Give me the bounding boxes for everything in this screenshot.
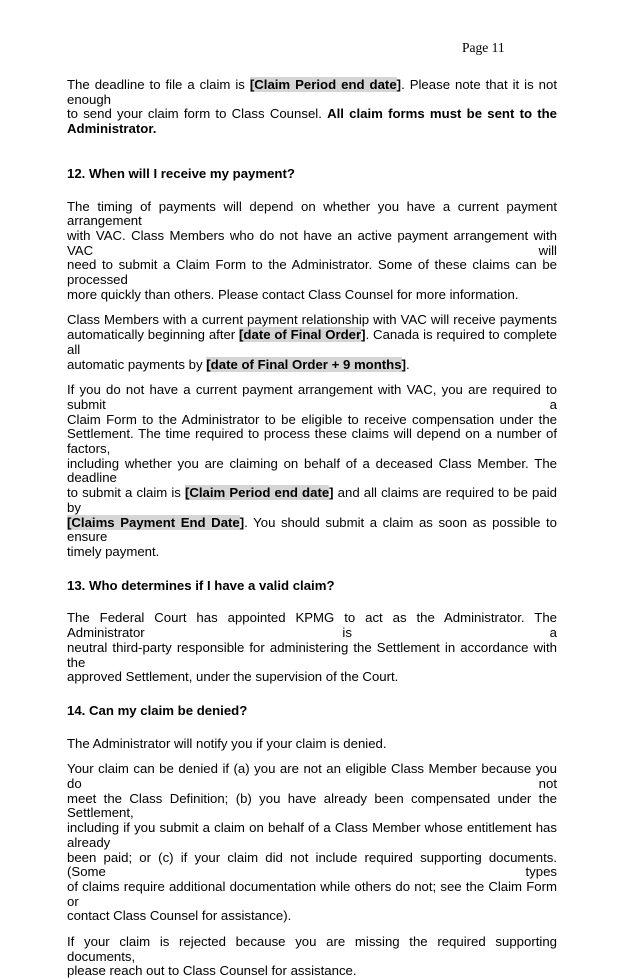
page-number: Page 11 [462, 40, 505, 55]
text-line [67, 851, 557, 880]
text-line [67, 107, 557, 122]
text-segment: The Administrator will notify you if your claim is denied. [67, 735, 387, 751]
text-segment: been paid; or (c) if your claim did not include required supporting documents. (Some types [67, 849, 557, 880]
text-segment: . [405, 356, 410, 372]
text-segment: Settlement. The time required to process these claims will depend on a number of factors, [67, 426, 557, 457]
text-segment: with VAC. Class Members who do not have an active payment arrangement with VAC will [67, 227, 557, 258]
text-segment: more quickly than others. Please contact Class Counsel for more information. [67, 286, 519, 302]
text-segment: including if you submit a claim on behalf of a Class Member whose entitlement has already [67, 820, 557, 850]
text-segment: . You should submit a claim as soon as possible to ensure [67, 514, 558, 545]
text-segment: need to submit a Claim Form to the Administrator. Some of these claims can be processed [67, 257, 557, 288]
text-segment: ] [239, 514, 245, 530]
paragraph-administrator-kpmg [67, 611, 557, 685]
highlighted-placeholder: [Claim Period end date [184, 485, 330, 501]
text-segment: contact Class Counsel for assistance). [67, 908, 292, 924]
text-segment: to send your claim form to Class Counsel. [67, 106, 328, 122]
document-body [67, 78, 557, 979]
text-line [67, 909, 557, 924]
text-line [67, 737, 557, 752]
text-line [67, 792, 557, 821]
text-segment: Class Members with a current payment relationship with VAC will receive payments [67, 312, 557, 328]
text-line [67, 641, 557, 670]
text-segment: of claims require additional documentation while others do not; see the Claim Form or [67, 878, 557, 909]
text-segment: approved Settlement, under the supervision of the Court. [67, 669, 399, 685]
text-segment: . Canada is required to complete all [67, 327, 557, 357]
text-segment: ] [361, 327, 366, 343]
paragraph-automatic-payments [67, 313, 557, 372]
text-segment: Claim Form to the Administrator to be eligible to receive compensation under the [67, 411, 557, 427]
text-segment: ] [329, 485, 334, 501]
text-segment: The deadline to file a claim is [67, 77, 250, 92]
heading-question-12 [67, 167, 557, 182]
heading-text: 12. When will I receive my payment? [67, 165, 295, 181]
heading-question-13 [67, 579, 557, 594]
text-line [67, 486, 557, 515]
paragraph-rejected-claim [67, 935, 557, 979]
text-segment: meet the Class Definition; (b) you have already been compensated under the Settlement, [67, 790, 557, 821]
text-segment: If you do not have a current payment arrangement with VAC, you are required to submit a [67, 382, 557, 412]
text-line [67, 229, 557, 258]
text-segment: automatic payments by [67, 356, 207, 372]
text-segment: ] [401, 356, 406, 372]
text-segment: Your claim can be denied if (a) you are not an eligible Class Member because you do not [67, 761, 557, 792]
text-line [67, 516, 557, 545]
text-segment: If your claim is rejected because you are missing the required supporting documents, [67, 934, 557, 964]
text-line [67, 200, 557, 229]
text-segment: The timing of payments will depend on whether you have a current payment arrangement [67, 198, 557, 229]
text-segment: ] [396, 77, 402, 92]
text-line [67, 313, 557, 328]
paragraph-denial-notification [67, 737, 557, 752]
text-line [67, 358, 557, 373]
text-segment: to submit a claim is [67, 485, 185, 501]
highlighted-placeholder: [Claims Payment End Date [67, 514, 240, 530]
text-line [67, 762, 557, 791]
text-line [67, 328, 557, 357]
text-segment: All claim forms must be sent to the [327, 106, 558, 122]
text-segment: The Federal Court has appointed KPMG to act as the Administrator. The Administrator is a [67, 610, 557, 641]
paragraph-claim-deadline [67, 78, 557, 137]
text-line [67, 670, 557, 685]
paragraph-payment-timing [67, 200, 557, 303]
text-line [67, 821, 557, 850]
text-line [67, 78, 557, 107]
text-line [67, 611, 557, 640]
text-line [67, 880, 557, 909]
text-segment: Administrator. [67, 121, 157, 137]
highlighted-placeholder: [date of Final Order + 9 months [206, 356, 402, 372]
text-segment: neutral third-party responsible for administering the Settlement in accordance with the [67, 639, 557, 670]
text-line [67, 258, 557, 287]
text-segment: including whether you are claiming on behalf of a deceased Class Member. The deadline [67, 455, 557, 486]
heading-text: 13. Who determines if I have a valid claim? [67, 577, 335, 593]
text-line [67, 545, 557, 560]
heading-text: 14. Can my claim be denied? [67, 702, 248, 718]
text-line [67, 122, 557, 137]
paragraph-denial-reasons [67, 762, 557, 924]
text-line [67, 413, 557, 428]
text-line [67, 288, 557, 303]
heading-question-14 [67, 704, 557, 719]
highlighted-placeholder: [Claim Period end date [249, 77, 397, 92]
text-line [67, 964, 557, 979]
text-segment: please reach out to Class Counsel for assistance. [67, 963, 357, 979]
text-line [67, 427, 557, 456]
text-line [67, 935, 557, 964]
highlighted-placeholder: [date of Final Order [239, 327, 362, 343]
paragraph-claim-form-process [67, 383, 557, 559]
text-segment: . Please note that it is not enough [67, 77, 557, 107]
text-line [67, 457, 557, 486]
text-segment: timely payment. [67, 543, 160, 559]
text-segment: automatically beginning after [67, 327, 240, 343]
text-segment: and all claims are required to be paid by [67, 485, 557, 515]
text-line [67, 383, 557, 412]
